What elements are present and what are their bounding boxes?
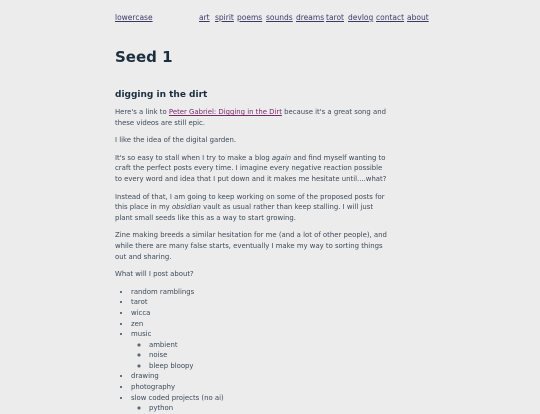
nav-link-dreams[interactable]: dreams — [296, 13, 325, 22]
list-item — [131, 329, 390, 371]
paragraph-stall — [115, 153, 390, 185]
nav-link-tarot[interactable]: tarot — [326, 13, 344, 22]
emphasis-text: obsidian — [171, 203, 201, 212]
post-body — [115, 107, 390, 414]
nav-link-art[interactable]: art — [199, 13, 210, 22]
list-item: ◦ bleep bloopy — [149, 361, 390, 372]
list-item: ◦ ambient — [149, 340, 390, 351]
top-navigation — [115, 13, 429, 25]
nav-link-contact[interactable]: contact — [376, 13, 405, 22]
paragraph-zine: Zine making breeds a similar hesitation for me (and a lot of other people), and while there are many false starts, eventually I make my way to sorting things out and sharing. — [115, 231, 387, 261]
page-title: Seed 1 — [115, 48, 173, 66]
emphasis-text: again — [271, 153, 291, 162]
list-item: • drawing — [131, 371, 390, 382]
music-sublist — [131, 340, 390, 372]
list-item: • random ramblings — [131, 287, 390, 298]
list-item: • zen — [131, 319, 390, 330]
paragraph-text: vault as usual rather than keep stalling. I will just plant small seeds like this as a way to start growing. — [115, 203, 374, 222]
list-item: ◦ python — [149, 403, 390, 414]
paragraph-question: What will I post about? — [115, 270, 194, 279]
paragraph-link — [115, 107, 390, 128]
section-heading: digging in the dirt — [115, 90, 208, 100]
nav-link-about[interactable]: about — [407, 13, 429, 22]
nav-link-devlog[interactable]: devlog — [348, 13, 374, 22]
paragraph-text: because it's a great song and these videos are still epic. — [115, 108, 386, 127]
paragraph-text: It's so easy to stall when I try to make a blog — [115, 153, 272, 162]
paragraph-text: and find myself wanting to craft the perfect posts every time. I imagine every negative reaction possible to every word and idea that I put down and it makes me hesitate until....what? — [115, 153, 387, 183]
list-item — [131, 393, 390, 414]
list-item: ◦ noise — [149, 350, 390, 361]
site-brand-link[interactable]: lowercase — [115, 13, 153, 22]
list-item-label: music — [131, 330, 152, 339]
paragraph-text: Instead of that, I am going to keep working on some of the proposed posts for this place in my — [115, 192, 385, 212]
list-item: • photography — [131, 382, 390, 393]
list-item: • wicca — [131, 308, 390, 319]
list-item: • tarot — [131, 297, 390, 308]
peter-gabriel-link[interactable]: Peter Gabriel: Digging in the Dirt — [168, 108, 282, 116]
topics-list — [115, 287, 390, 414]
list-item-label: slow coded projects (no ai) — [131, 393, 224, 402]
paragraph-text: Here's a link to — [115, 108, 169, 116]
nav-link-sounds[interactable]: sounds — [266, 13, 293, 22]
paragraph-digital-garden: I like the idea of the digital garden. — [115, 136, 237, 145]
nav-link-spirit[interactable]: spirit — [215, 13, 234, 22]
paragraph-instead — [115, 192, 390, 224]
nav-link-poems[interactable]: poems — [237, 13, 263, 22]
